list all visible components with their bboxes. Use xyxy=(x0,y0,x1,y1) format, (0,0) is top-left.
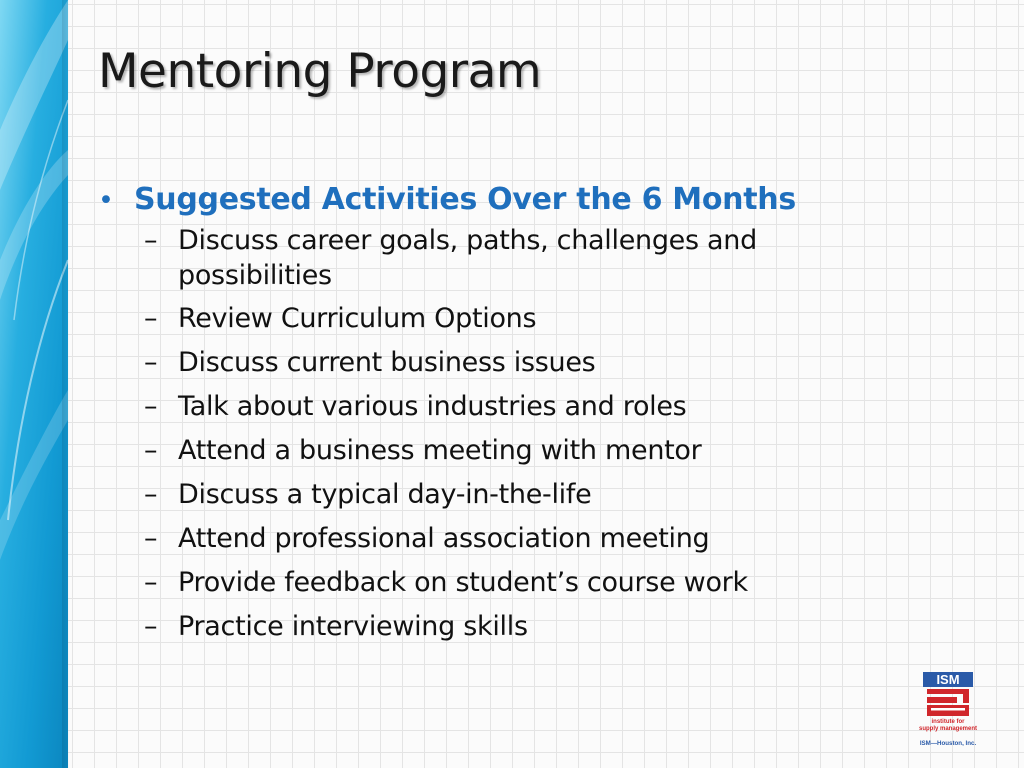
list-item-text: Talk about various industries and roles xyxy=(178,391,687,422)
logo-line-1: institute for xyxy=(931,719,965,725)
dash-icon: – xyxy=(144,435,158,466)
list-item xyxy=(144,521,898,557)
slide-content xyxy=(98,180,898,645)
ism-logo xyxy=(901,670,993,750)
list-item-text xyxy=(178,223,757,293)
list-item-line: Discuss career goals, paths, challenges and xyxy=(178,225,757,256)
list-item xyxy=(144,345,898,381)
dash-icon: – xyxy=(144,611,158,642)
list-item xyxy=(144,433,898,469)
list-item-text: Attend a business meeting with mentor xyxy=(178,435,702,466)
list-item-line: possibilities xyxy=(178,260,332,291)
list-item xyxy=(144,609,898,645)
dash-icon: – xyxy=(144,347,158,378)
decorative-side-band xyxy=(0,0,68,768)
dash-icon: – xyxy=(144,391,158,422)
band-shadow xyxy=(62,0,70,768)
dash-icon: – xyxy=(144,567,158,598)
dash-icon: – xyxy=(144,225,158,256)
list-item-text: Review Curriculum Options xyxy=(178,303,537,334)
logo-acronym: ISM xyxy=(936,672,960,687)
list-item xyxy=(144,301,898,337)
list-item-text: Provide feedback on student’s course work xyxy=(178,567,748,598)
list-item xyxy=(144,565,898,601)
main-bullet-text: Suggested Activities Over the 6 Months xyxy=(134,182,796,217)
list-item xyxy=(144,389,898,425)
logo-affiliate: ISM—Houston, Inc. xyxy=(919,740,977,747)
list-item xyxy=(144,223,898,293)
list-item-text: Discuss a typical day-in-the-life xyxy=(178,479,592,510)
dash-icon: – xyxy=(144,523,158,554)
slide-title: Mentoring Program xyxy=(98,44,542,99)
main-bullet xyxy=(98,180,898,221)
list-item-text: Practice interviewing skills xyxy=(178,611,528,642)
dash-icon: – xyxy=(144,479,158,510)
bullet-icon: • xyxy=(98,185,114,216)
logo-line-2: supply management xyxy=(918,726,978,732)
activity-list xyxy=(98,223,898,645)
list-item-text: Attend professional association meeting xyxy=(178,523,710,554)
dash-icon: – xyxy=(144,303,158,334)
list-item-text: Discuss current business issues xyxy=(178,347,596,378)
list-item xyxy=(144,477,898,513)
